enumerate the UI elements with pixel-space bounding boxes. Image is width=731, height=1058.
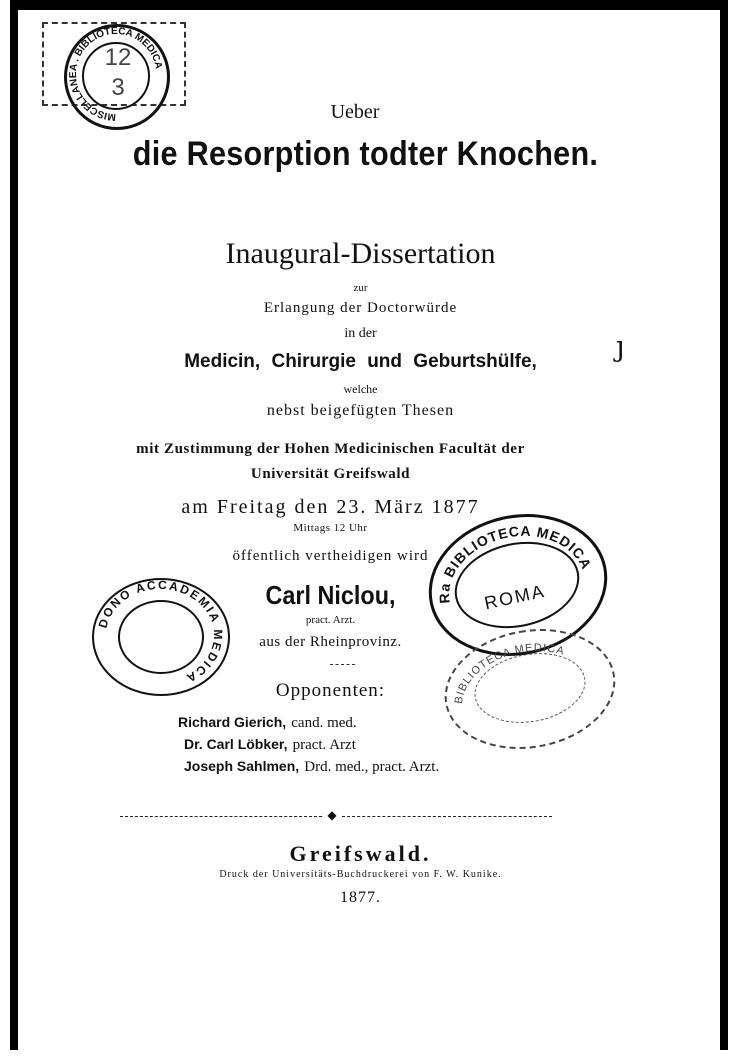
imprint-printer: Druck der Universitäts-Buchdruckerei von F. W. Kunike. <box>219 869 502 880</box>
stamp-top-left <box>42 22 182 128</box>
small-dash <box>330 664 355 665</box>
opponents-heading: Opponenten: <box>275 680 386 701</box>
welche-text: welche <box>343 382 378 396</box>
opponent-2 <box>184 734 356 754</box>
opponent-1 <box>178 712 357 732</box>
date-text: am Freitag den 23. März 1877 <box>181 496 480 518</box>
stamp-right-upper-text: Ra BIBLIOTECA MEDICA <box>435 522 596 604</box>
origin-text: aus der Rheinprovinz. <box>259 634 402 650</box>
opponent-3-name: Joseph Sahlmen, <box>184 758 300 774</box>
stamp-top-left-number-top: 12 <box>104 44 132 71</box>
imprint-year: 1877. <box>340 889 381 906</box>
opponent-2-role: pract. Arzt <box>292 737 356 753</box>
opponent-1-role: cand. med. <box>291 715 357 731</box>
stamp-mid-left-text: DONO ACCADEMIA MEDICA <box>95 578 226 687</box>
fields-text: Medicin, Chirurgie und Geburtshülfe, <box>184 351 537 372</box>
stamp-right-lower-text-ring <box>444 630 616 750</box>
author-title: pract. Arzt. <box>305 614 356 626</box>
ornament-rule-left <box>120 816 322 817</box>
ornament-center: ◆ <box>327 808 337 822</box>
svg-text:DONO ACCADEMIA MEDICA <box>96 578 225 686</box>
title-ueber: Ueber <box>330 101 380 123</box>
author-name: Carl Niclou, <box>265 580 396 610</box>
stamp-mid-left <box>92 578 232 698</box>
stamp-right-lower-text: BIBLIOTECA MEDICA <box>452 641 567 705</box>
opponent-3 <box>184 756 439 776</box>
opponent-1-name: Richard Gierich, <box>178 714 287 730</box>
page-title: die Resorption todter Knochen. <box>132 135 599 173</box>
stamp-top-left-text: MISCELLANEA . BIBLIOTECA MEDICA <box>67 25 164 123</box>
faculty-line-2: Universität Greifswald <box>250 466 411 482</box>
opponent-3-role: Drd. med., pract. Arzt. <box>304 759 440 775</box>
erlangung-text: Erlangung der Doctorwürde <box>263 300 458 316</box>
margin-mark: ȷ <box>616 330 625 363</box>
svg-text:BIBLIOTECA MEDICA <box>453 642 566 705</box>
stamp-top-left-number-bottom: 3 <box>111 74 125 101</box>
defend-text: öffentlich vertheidigen wird <box>232 548 429 564</box>
thesen-text: nebst beigefügten Thesen <box>266 402 455 419</box>
zur-text: zur <box>353 282 368 294</box>
imprint-place: Greifswald. <box>289 841 432 866</box>
time-text: Mittags 12 Uhr <box>293 522 368 534</box>
opponent-2-name: Dr. Carl Löbker, <box>184 736 288 752</box>
dissertation-heading: Inaugural-Dissertation <box>225 237 496 270</box>
stamp-right-upper-city: ROMA <box>482 580 548 614</box>
in-der-text: in der <box>344 326 377 341</box>
stamp-right-lower <box>444 630 616 750</box>
faculty-line-1: mit Zustimmung der Hohen Medicinischen Facultät der <box>136 441 525 457</box>
ornament-rule-right <box>342 816 552 817</box>
stamp-mid-left-text-ring <box>92 578 232 698</box>
page-frame-top <box>10 0 728 10</box>
